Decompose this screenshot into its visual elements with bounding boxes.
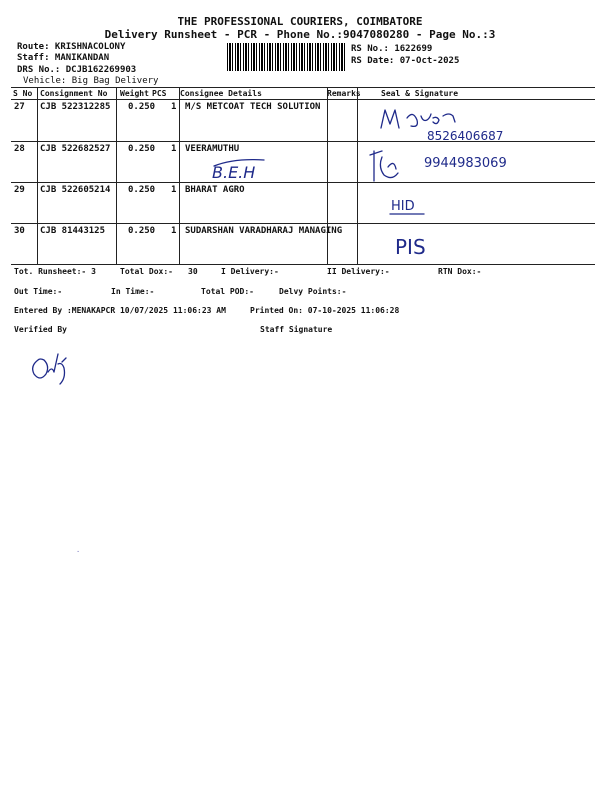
verifier-handwritten-signature <box>28 350 78 386</box>
row-consignment: CJB 522312285 <box>40 102 111 112</box>
row-sno: 28 <box>14 144 25 154</box>
barcode <box>227 43 347 71</box>
row1-handwritten-signature <box>375 104 535 144</box>
company-title: THE PROFESSIONAL COURIERS, COIMBATORE <box>177 15 423 28</box>
runsheet-subtitle: Delivery Runsheet - PCR - Phone No.:9047080280 - Page No.:3 <box>104 28 496 41</box>
row2-phone-handwritten: 9944983069 <box>424 156 507 171</box>
row3-handwritten-mark <box>388 190 448 220</box>
row-pcs: 1 <box>171 102 177 112</box>
col-remarks: Remarks <box>327 89 361 98</box>
row-consignee: M/S METCOAT TECH SOLUTION <box>185 102 321 112</box>
row-sno: 29 <box>14 185 25 195</box>
svg-text:B.E.H: B.E.H <box>212 163 256 182</box>
total-dox-label: Total Dox:- <box>120 267 173 276</box>
vehicle-label: Vehicle: Big Bag Delivery <box>23 76 159 86</box>
row-pcs: 1 <box>171 144 177 154</box>
rs-date: RS Date: 07-Oct-2025 <box>351 56 460 66</box>
col-consignment: Consignment No <box>40 89 108 98</box>
row-consignee: VEERAMUTHU <box>185 144 240 154</box>
row-weight: 0.250 <box>128 226 156 236</box>
row-weight: 0.250 <box>128 185 156 195</box>
stray-mark: · <box>76 548 81 556</box>
row1-phone-handwritten: 8526406687 <box>427 129 504 143</box>
out-time: Out Time:- <box>14 287 63 296</box>
col-sno: S No <box>13 89 33 98</box>
row-sno: 30 <box>14 226 25 236</box>
row2-consignee-handwritten-note <box>210 154 280 188</box>
printed-on: Printed On: 07-10-2025 11:06:28 <box>250 306 400 315</box>
row-weight: 0.250 <box>128 102 156 112</box>
route-label: Route: KRISHNACOLONY <box>17 42 126 52</box>
col-weight: Weight <box>120 89 149 98</box>
row-weight: 0.250 <box>128 144 156 154</box>
drs-number: DRS No.: DCJB162269903 <box>17 65 137 75</box>
svg-text:HID: HID <box>391 199 415 214</box>
row-consignment: CJB 522605214 <box>40 185 111 195</box>
total-dox-value: 30 <box>188 267 198 276</box>
row4-handwritten-mark <box>392 228 452 262</box>
row-consignment: CJB 81443125 <box>40 226 106 236</box>
ii-delivery: II Delivery:- <box>327 267 390 276</box>
col-pcs: PCS <box>152 89 167 98</box>
entered-by: Entered By :MENAKAPCR 10/07/2025 11:06:23 AM <box>14 306 226 315</box>
rtn-dox: RTN Dox:- <box>438 267 482 276</box>
total-pod: Total POD:- <box>201 287 254 296</box>
row-consignee: SUDARSHAN VARADHARAJ MANAGING <box>185 226 343 236</box>
staff-label: Staff: MANIKANDAN <box>17 53 110 63</box>
total-runsheet: Tot. Runsheet:- 3 <box>14 267 96 276</box>
delivery-points: Delvy Points:- <box>279 287 347 296</box>
in-time: In Time:- <box>111 287 155 296</box>
rs-number: RS No.: 1622699 <box>351 44 433 54</box>
row-pcs: 1 <box>171 226 177 236</box>
row-consignee: BHARAT AGRO <box>185 185 245 195</box>
i-delivery: I Delivery:- <box>221 267 279 276</box>
svg-text:PIS: PIS <box>395 235 426 259</box>
row-pcs: 1 <box>171 185 177 195</box>
row-sno: 27 <box>14 102 25 112</box>
col-consignee: Consignee Details <box>180 89 262 98</box>
row2-handwritten-signature <box>368 145 548 187</box>
verified-by: Verified By <box>14 325 67 334</box>
staff-signature: Staff Signature <box>260 325 333 334</box>
col-seal-signature: Seal & Signature <box>381 89 459 98</box>
row-consignment: CJB 522682527 <box>40 144 111 154</box>
